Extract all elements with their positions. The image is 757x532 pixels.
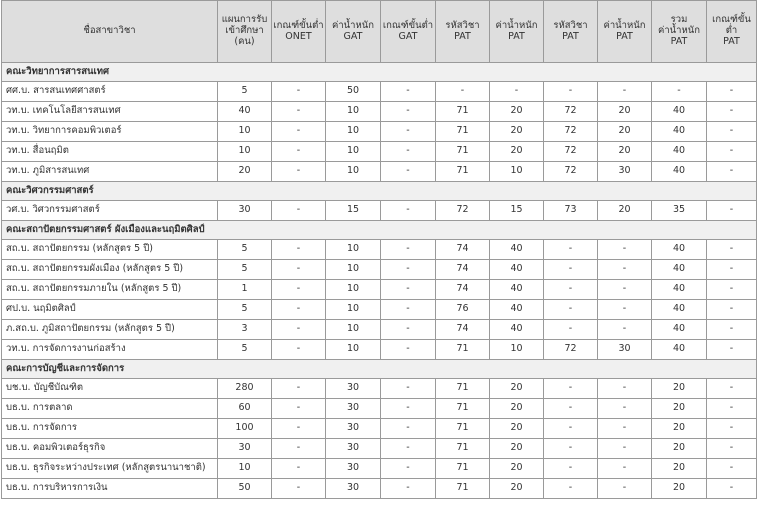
header-pat-weight-1 [490,1,544,63]
table-cell: 280 [218,379,272,399]
header-pat-min [707,1,757,63]
table-cell: - [544,240,598,260]
table-cell: - [436,82,490,102]
table-cell: 5 [218,300,272,320]
header-text-line: ค่าน้ำหนัก [495,19,538,31]
table-cell: - [381,260,436,280]
table-cell: 10 [326,320,381,340]
header-text-line: เกณฑ์ขั้นต่ำ [712,14,751,37]
table-cell: - [381,419,436,439]
table-cell: - [544,419,598,439]
table-cell: - [707,82,757,102]
table-cell: 72 [544,340,598,360]
table-row [2,162,757,182]
table-cell: - [707,459,757,479]
table-cell: 20 [652,439,707,459]
table-cell: 40 [652,260,707,280]
program-name-cell: วท.บ. สื่อนฤมิต [2,142,218,162]
table-cell: 20 [490,399,544,419]
header-text-line: ค่าน้ำหนัก [657,25,701,37]
header-text-line: GAT [398,30,418,42]
table-cell: 40 [652,162,707,182]
table-cell: 40 [652,340,707,360]
table-cell: 73 [544,201,598,221]
header-text-line: เกณฑ์ขั้นต่ำ [382,19,434,31]
table-header [2,1,757,63]
table-cell: - [490,82,544,102]
table-cell: - [272,102,326,122]
table-cell: 20 [598,122,652,142]
table-cell: - [381,82,436,102]
table-cell: 71 [436,142,490,162]
table-row [2,320,757,340]
table-cell: 20 [652,459,707,479]
table-cell: 30 [218,201,272,221]
table-cell: 20 [652,379,707,399]
table-cell: 71 [436,122,490,142]
table-cell: 20 [652,419,707,439]
program-name-cell: สถ.บ. สถาปัตยกรรมภายใน (หลักสูตร 5 ปี) [2,280,218,300]
table-cell: - [272,142,326,162]
table-cell: 10 [326,260,381,280]
table-cell: 30 [326,419,381,439]
table-cell: 30 [326,479,381,499]
table-cell: 72 [544,122,598,142]
table-cell: 20 [490,479,544,499]
table-cell: 50 [218,479,272,499]
table-cell: 20 [490,122,544,142]
header-pat-code-2 [544,1,598,63]
table-cell: 10 [326,122,381,142]
table-cell: - [707,439,757,459]
table-cell: 40 [652,300,707,320]
table-cell: - [598,320,652,340]
header-text-line: GAT [343,30,363,42]
table-cell: - [272,399,326,419]
table-cell: - [707,399,757,419]
table-cell: 60 [218,399,272,419]
table-row [2,459,757,479]
table-cell: - [652,82,707,102]
table-cell: 10 [326,280,381,300]
table-row [2,142,757,162]
table-cell: - [544,320,598,340]
table-cell: 20 [490,439,544,459]
table-cell: - [381,122,436,142]
program-name-cell: ศป.บ. นฤมิตศิลป์ [2,300,218,320]
table-row [2,379,757,399]
header-text-line: PAT [508,30,525,42]
table-cell: - [598,399,652,419]
header-text-line: ชื่อสาขาวิชา [83,25,136,37]
table-cell: - [707,142,757,162]
table-cell: 20 [652,399,707,419]
header-text-line: (คน) [234,35,255,47]
table-cell: - [381,459,436,479]
table-cell: 30 [326,379,381,399]
table-cell: 10 [218,142,272,162]
header-text-line: รหัสวิชา [445,19,480,31]
table-cell: - [598,379,652,399]
table-cell: 40 [652,320,707,340]
admission-table [1,0,757,499]
table-cell: - [272,379,326,399]
table-row [2,201,757,221]
table-cell: - [272,82,326,102]
table-cell: 40 [490,300,544,320]
table-cell: - [381,201,436,221]
header-pat-code-1 [436,1,490,63]
header-text-line: ค่าน้ำหนัก [331,19,375,31]
table-cell: 40 [490,280,544,300]
table-cell: - [544,379,598,399]
table-row [2,479,757,499]
table-cell: 71 [436,439,490,459]
table-cell: 10 [218,459,272,479]
table-cell: 10 [326,240,381,260]
table-cell: - [598,479,652,499]
faculty-row [2,221,757,240]
table-cell: - [544,479,598,499]
table-cell: - [381,142,436,162]
header-text-line: PAT [562,30,579,42]
table-cell: 40 [652,240,707,260]
table-cell: - [598,260,652,280]
table-cell: 71 [436,479,490,499]
table-cell: - [272,459,326,479]
header-text-line: เกณฑ์ขั้นต่ำ [273,19,324,31]
faculty-row [2,63,757,82]
table-cell: - [381,240,436,260]
table-cell: 40 [652,142,707,162]
table-cell: - [544,399,598,419]
table-cell: 10 [326,102,381,122]
table-cell: 20 [490,102,544,122]
table-cell: 100 [218,419,272,439]
table-cell: - [544,300,598,320]
program-name-cell: วท.บ. เทคโนโลยีสารสนเทศ [2,102,218,122]
table-cell: 72 [544,102,598,122]
table-row [2,82,757,102]
table-cell: 30 [598,340,652,360]
table-cell: - [598,300,652,320]
faculty-name: คณะสถาปัตยกรรมศาสตร์ ผังเมืองและนฤมิตศิลป์ [2,221,757,240]
table-cell: 40 [652,122,707,142]
header-text-line: ค่าน้ำหนัก [603,19,646,31]
faculty-row [2,182,757,201]
table-cell: 15 [326,201,381,221]
table-cell: - [381,439,436,459]
table-cell: 15 [490,201,544,221]
table-cell: - [272,419,326,439]
table-cell: 10 [326,142,381,162]
table-cell: 10 [490,340,544,360]
table-cell: 71 [436,102,490,122]
table-cell: - [707,379,757,399]
program-name-cell: บธ.บ. การตลาด [2,399,218,419]
table-cell: 20 [490,459,544,479]
table-cell: 74 [436,280,490,300]
table-cell: - [707,162,757,182]
table-cell: - [272,479,326,499]
table-cell: 40 [490,240,544,260]
table-cell: - [381,162,436,182]
header-text-line: รวม [670,14,688,26]
table-cell: 20 [490,142,544,162]
table-cell: - [381,340,436,360]
table-cell: - [598,459,652,479]
program-name-cell: ภ.สถ.บ. ภูมิสถาปัตยกรรม (หลักสูตร 5 ปี) [2,320,218,340]
table-cell: 20 [598,102,652,122]
table-cell: 72 [436,201,490,221]
header-pat-total-weight [652,1,707,63]
table-cell: - [272,201,326,221]
table-cell: 40 [652,102,707,122]
table-cell: 20 [490,419,544,439]
header-text-line: PAT [616,30,633,42]
header-text-line: PAT [723,35,740,47]
table-cell: - [544,439,598,459]
faculty-row [2,360,757,379]
table-cell: 30 [218,439,272,459]
faculty-name: คณะวิศวกรรมศาสตร์ [2,182,757,201]
table-cell: 20 [598,201,652,221]
table-cell: 40 [490,260,544,280]
table-cell: - [381,379,436,399]
table-cell: 35 [652,201,707,221]
table-cell: 20 [652,479,707,499]
table-cell: 74 [436,260,490,280]
program-name-cell: บธ.บ. การจัดการ [2,419,218,439]
table-cell: - [544,260,598,280]
table-cell: - [381,479,436,499]
table-row [2,102,757,122]
table-cell: - [598,419,652,439]
faculty-name: คณะการบัญชีและการจัดการ [2,360,757,379]
program-name-cell: บช.บ. บัญชีบัณฑิต [2,379,218,399]
table-cell: - [272,300,326,320]
header-text-line: PAT [454,30,471,42]
table-cell: 71 [436,340,490,360]
table-cell: - [272,439,326,459]
table-cell: 20 [598,142,652,162]
table-cell: - [272,260,326,280]
table-cell: - [272,122,326,142]
table-cell: - [707,479,757,499]
table-cell: 3 [218,320,272,340]
table-cell: - [707,280,757,300]
table-cell: - [598,439,652,459]
table-cell: 10 [326,340,381,360]
table-cell: - [381,280,436,300]
table-cell: 40 [218,102,272,122]
table-cell: 10 [326,162,381,182]
program-name-cell: วศ.บ. วิศวกรรมศาสตร์ [2,201,218,221]
table-cell: 72 [544,142,598,162]
header-gat-weight [326,1,381,63]
table-row [2,300,757,320]
table-row [2,419,757,439]
table-cell: - [707,260,757,280]
table-cell: 74 [436,320,490,340]
table-cell: 5 [218,82,272,102]
table-cell: - [272,162,326,182]
table-cell: 5 [218,240,272,260]
table-row [2,280,757,300]
table-cell: 30 [598,162,652,182]
table-cell: - [381,102,436,122]
table-row [2,240,757,260]
table-cell: - [544,459,598,479]
table-row [2,340,757,360]
program-name-cell: วท.บ. วิทยาการคอมพิวเตอร์ [2,122,218,142]
table-cell: 20 [218,162,272,182]
program-name-cell: สถ.บ. สถาปัตยกรรมผังเมือง (หลักสูตร 5 ปี) [2,260,218,280]
table-cell: - [707,201,757,221]
header-text-line: แผนการรับ [221,14,268,26]
table-cell: - [381,320,436,340]
table-cell: - [598,240,652,260]
table-cell: - [598,82,652,102]
table-cell: 76 [436,300,490,320]
table-cell: - [707,300,757,320]
program-name-cell: วท.บ. ภูมิสารสนเทศ [2,162,218,182]
table-cell: 71 [436,162,490,182]
table-cell: 71 [436,399,490,419]
program-name-cell: สถ.บ. สถาปัตยกรรม (หลักสูตร 5 ปี) [2,240,218,260]
table-cell: - [544,280,598,300]
program-name-cell: บธ.บ. ธุรกิจระหว่างประเทศ (หลักสูตรนานาชาติ) [2,459,218,479]
table-cell: 72 [544,162,598,182]
table-cell: 20 [490,379,544,399]
table-cell: - [544,82,598,102]
table-cell: - [381,300,436,320]
table-row [2,122,757,142]
table-cell: - [598,280,652,300]
header-text-line: เข้าศึกษา [225,25,264,37]
header-gat-min [381,1,436,63]
table-cell: - [707,240,757,260]
header-text-line: PAT [670,35,688,47]
table-cell: - [272,240,326,260]
table-body [2,63,757,499]
header-text-line: ONET [285,30,312,42]
table-cell: 74 [436,240,490,260]
table-cell: 5 [218,260,272,280]
table-cell: 40 [652,280,707,300]
faculty-name: คณะวิทยาการสารสนเทศ [2,63,757,82]
header-admission-plan [218,1,272,63]
table-cell: 10 [326,300,381,320]
header-row [2,1,757,63]
table-cell: 5 [218,340,272,360]
table-cell: 10 [490,162,544,182]
table-cell: 40 [490,320,544,340]
table-cell: - [707,340,757,360]
program-name-cell: บธ.บ. คอมพิวเตอร์ธุรกิจ [2,439,218,459]
table-cell: 50 [326,82,381,102]
program-name-cell: บธ.บ. การบริหารการเงิน [2,479,218,499]
table-cell: - [707,122,757,142]
table-row [2,439,757,459]
header-onet-min [272,1,326,63]
table-cell: 30 [326,439,381,459]
table-cell: - [707,419,757,439]
table-cell: 1 [218,280,272,300]
table-cell: 71 [436,379,490,399]
table-row [2,399,757,419]
header-pat-weight-2 [598,1,652,63]
header-program-name [2,1,218,63]
table-row [2,260,757,280]
table-cell: 30 [326,459,381,479]
table-cell: - [272,320,326,340]
header-text-line: รหัสวิชา [553,19,588,31]
table-cell: 10 [218,122,272,142]
table-cell: - [707,320,757,340]
table-cell: - [272,280,326,300]
table-cell: - [381,399,436,419]
table-cell: 71 [436,459,490,479]
program-name-cell: วท.บ. การจัดการงานก่อสร้าง [2,340,218,360]
table-cell: - [707,102,757,122]
table-cell: 71 [436,419,490,439]
table-cell: - [272,340,326,360]
table-cell: 30 [326,399,381,419]
program-name-cell: ศศ.บ. สารสนเทศศาสตร์ [2,82,218,102]
